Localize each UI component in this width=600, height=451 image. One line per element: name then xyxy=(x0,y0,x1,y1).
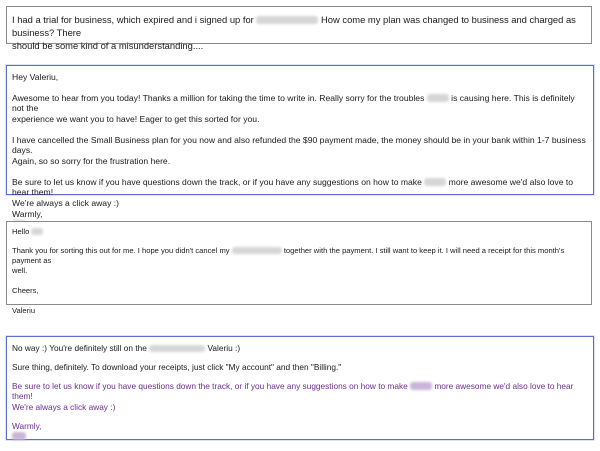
agent-reply-1 xyxy=(6,65,594,219)
agent-reply-1-p1-line1-prefix: Awesome to hear from you today! Thanks a million for taking the time to write in. Really sorry for the troubles xyxy=(12,92,425,103)
agent-reply-2-line1-suffix: Valeriu :) xyxy=(207,343,241,353)
agent-reply-1-p3-line1-suffix: more awesome we'd also love to hear them! xyxy=(12,176,574,198)
agent-reply-2-signoff: Warmly, xyxy=(12,420,42,431)
agent-reply-1-p3-line1 xyxy=(12,177,587,198)
redacted-product-name xyxy=(427,94,449,102)
agent-reply-1-p1-line1 xyxy=(12,93,587,114)
redacted-product-name xyxy=(410,382,432,389)
customer-message-1 xyxy=(6,6,592,51)
customer-message-2-greeting xyxy=(12,227,585,237)
customer-message-2-line1-prefix: Thank you for sorting this out for me. I hope you didn't cancel my xyxy=(12,246,230,255)
customer-message-2-closing: Cheers, xyxy=(12,286,39,295)
agent-reply-2-line3-suffix: more awesome we'd also love to hear them! xyxy=(12,380,574,402)
customer-message-1-line-a xyxy=(12,13,585,39)
customer-message-2-greeting-text: Hello xyxy=(12,227,30,236)
customer-message-2-line1 xyxy=(12,246,585,266)
redacted-plan-name xyxy=(256,16,318,24)
agent-reply-1-p3-line2: We're always a click away :) xyxy=(12,197,120,208)
agent-reply-2-line1 xyxy=(12,343,587,353)
agent-reply-1-p1-line2: experience we want you to have! Eager to get this sorted for you. xyxy=(12,113,260,124)
agent-reply-1-greeting: Hey Valeriu, xyxy=(12,72,59,82)
agent-reply-1-p3-line1-prefix: Be sure to let us know if you have questions down the track, or if you have any suggestions on how to make xyxy=(12,176,422,187)
redacted-agent-name xyxy=(31,228,43,235)
agent-reply-2-line3-prefix: Be sure to let us know if you have questions down the track, or if you have any suggestions on how to make xyxy=(12,380,408,391)
redacted-plan-name xyxy=(232,247,282,254)
agent-reply-1-p2-line1: I have cancelled the Small Business plan for you now and also refunded the $90 payment made, the money should be in your bank within 1-7 business days. xyxy=(12,134,586,156)
redacted-product-name xyxy=(424,178,446,186)
agent-reply-2-signature xyxy=(12,431,587,441)
customer-message-2-name: Valeriu xyxy=(12,306,36,315)
agent-reply-2 xyxy=(6,336,594,440)
agent-reply-2-line3 xyxy=(12,381,587,402)
redacted-plan-name xyxy=(149,345,205,352)
customer-message-2-line2: well. xyxy=(12,266,28,275)
agent-reply-2-line2: Sure thing, definitely. To download your receipts, just click "My account" and then "Billing." xyxy=(12,361,342,372)
customer-message-1-line-a-prefix: I had a trial for business, which expired and i signed up for xyxy=(12,14,254,25)
customer-message-1-line-b: should be some kind of a misunderstanding.... xyxy=(12,40,204,51)
agent-reply-2-line1-prefix: No way :) You're definitely still on the xyxy=(12,343,147,353)
redacted-agent-name xyxy=(12,432,26,439)
agent-reply-1-signoff: Warmly, xyxy=(12,208,43,219)
customer-message-2 xyxy=(6,221,592,315)
agent-reply-2-line4: We're always a click away :) xyxy=(12,401,116,412)
agent-reply-1-p2-line2: Again, so so sorry for the frustration here. xyxy=(12,155,171,166)
agent-reply-1-p1-line1-suffix: is causing here. This is definitely not the xyxy=(12,92,575,114)
customer-message-1-line-a-suffix: How come my plan was changed to business and charged as business? There xyxy=(12,14,576,38)
customer-message-2-line1-suffix: together with the payment. I still want to keep it. I will need a receipt for this month's payment as xyxy=(12,246,565,265)
